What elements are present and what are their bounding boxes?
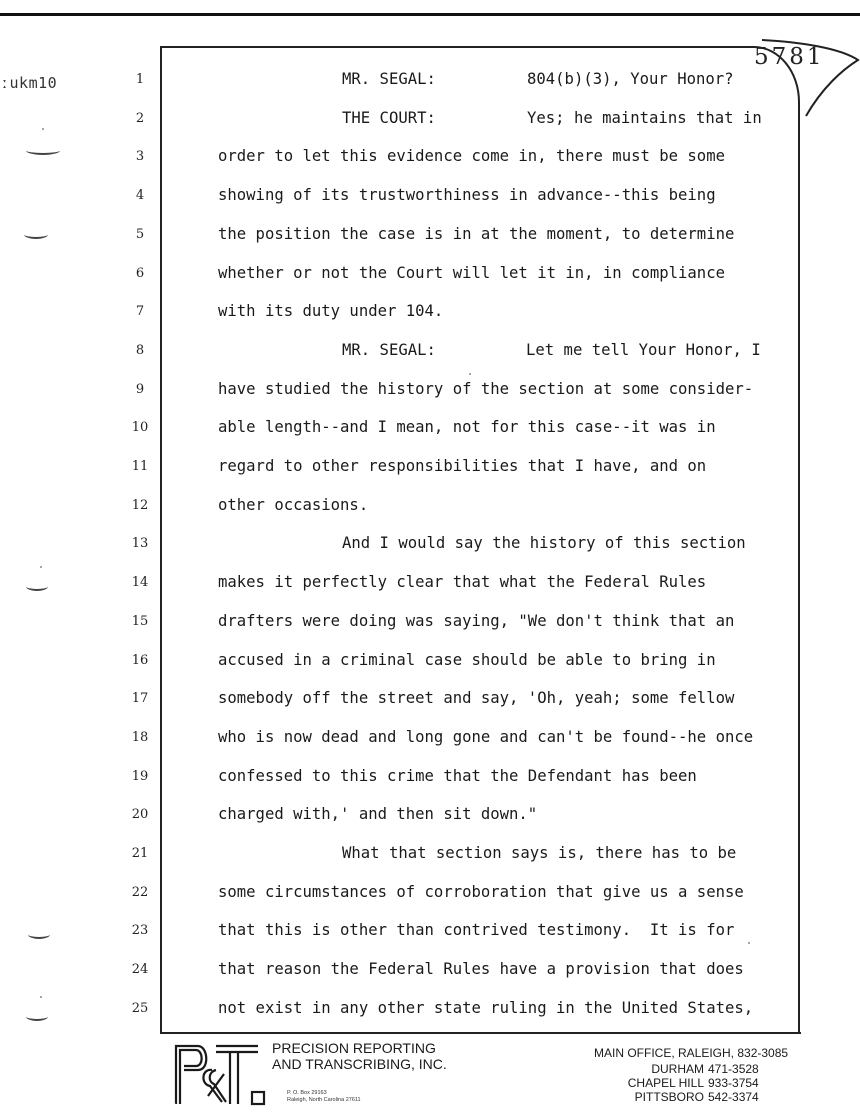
transcript-line [218, 960, 744, 978]
margin-mark [26, 146, 60, 155]
margin-dot [748, 942, 750, 944]
line-text: charged with,' and then sit down." [218, 805, 538, 823]
line-text: regard to other responsibilities that I have, and on [218, 457, 707, 475]
line-text: showing of its trustworthiness in advance--this being [218, 186, 716, 204]
margin-dot [40, 566, 42, 568]
line-number: 23 [131, 923, 149, 938]
line-number: 7 [135, 304, 145, 319]
transcript-frame-bottom [160, 1032, 801, 1034]
line-text: order to let this evidence come in, there must be some [218, 147, 725, 165]
line-number: 15 [131, 614, 149, 629]
transcript-line [342, 109, 762, 127]
office-city: CHAPEL HILL [627, 1076, 704, 1090]
transcript-line [218, 186, 716, 204]
speaker-label: MR. SEGAL: [342, 341, 436, 359]
transcript-line [342, 70, 734, 88]
line-number: 2 [135, 111, 145, 126]
line-text: Let me tell Your Honor, I [526, 341, 761, 359]
margin-mark [24, 230, 48, 239]
address-line2: Raleigh, North Carolina 27611 [287, 1097, 361, 1103]
line-number: 8 [135, 343, 145, 358]
line-number: 19 [131, 769, 149, 784]
address-line1: P. O. Box 29163 [287, 1090, 327, 1096]
line-text: What that section says is, there has to be [342, 844, 737, 862]
top-rule [0, 13, 860, 16]
line-number: 21 [131, 846, 149, 861]
line-number: 5 [135, 227, 145, 242]
speaker-label: THE COURT: [342, 109, 436, 127]
company-name-line2: AND TRANSCRIBING, INC. [272, 1056, 447, 1072]
margin-dot [469, 373, 471, 375]
line-number: 22 [131, 885, 149, 900]
line-number: 24 [131, 962, 149, 977]
line-number: 13 [131, 536, 149, 551]
line-number: 16 [131, 653, 149, 668]
transcript-line [342, 341, 761, 359]
line-text: drafters were doing was saying, "We don't think that an [218, 612, 735, 630]
line-number: 25 [131, 1001, 149, 1016]
transcript-line [218, 651, 716, 669]
transcript-line [218, 689, 734, 707]
line-text: who is now dead and long gone and can't be found--he once [218, 728, 754, 746]
main-office-line: MAIN OFFICE, RALEIGH, 832-3085 [594, 1046, 789, 1060]
line-text: somebody off the street and say, 'Oh, yeah; some fellow [218, 689, 735, 707]
logo-text: P&T [174, 1104, 176, 1105]
line-number: 12 [131, 498, 149, 513]
line-text: able length--and I mean, not for this case--it was in [218, 418, 716, 436]
transcript-line [218, 418, 716, 436]
line-text: accused in a criminal case should be able to bring in [218, 651, 716, 669]
transcript-line [218, 573, 706, 591]
transcript-line [218, 921, 734, 939]
line-text: other occasions. [218, 496, 369, 514]
office-phones [594, 1046, 788, 1104]
margin-dot [40, 996, 42, 998]
speaker-label: MR. SEGAL: [342, 70, 436, 88]
line-number: 17 [131, 691, 149, 706]
line-text: have studied the history of the section at some consider- [218, 380, 754, 398]
transcript-line [218, 612, 734, 630]
margin-mark [28, 930, 50, 939]
transcript-line [218, 496, 368, 514]
margin-mark [26, 582, 48, 591]
transcript-line [218, 264, 725, 282]
company-name-line1: PRECISION REPORTING [272, 1040, 436, 1056]
office-row [594, 1076, 788, 1090]
transcript-line [218, 767, 697, 785]
transcript-line [218, 883, 744, 901]
office-phone: 471-3528 [708, 1062, 759, 1076]
transcript-line [342, 844, 736, 862]
transcript-line [218, 380, 753, 398]
office-row [594, 1062, 788, 1076]
line-number: 14 [131, 575, 149, 590]
transcript-line [342, 534, 746, 552]
document-code: ːukm10 [0, 74, 58, 92]
line-number: 10 [131, 420, 149, 435]
office-city: DURHAM [651, 1062, 704, 1076]
transcript-line [218, 999, 753, 1017]
company-logo [172, 1040, 266, 1106]
line-text: not exist in any other state ruling in the United States, [218, 999, 754, 1017]
line-number: 9 [135, 382, 145, 397]
line-text: And I would say the history of this section [342, 534, 746, 552]
company-name [272, 1040, 447, 1072]
transcript-line [218, 147, 725, 165]
line-text: with its duty under 104. [218, 302, 444, 320]
line-text: that reason the Federal Rules have a provision that does [218, 960, 744, 978]
transcript-line [218, 457, 706, 475]
transcript-line [218, 302, 443, 320]
line-text: Yes; he maintains that in [527, 109, 762, 127]
line-number: 1 [135, 72, 145, 87]
margin-mark [26, 1012, 48, 1021]
line-number: 18 [131, 730, 149, 745]
office-phone: 933-3754 [708, 1076, 759, 1090]
line-number: 6 [135, 266, 145, 281]
line-text: makes it perfectly clear that what the Federal Rules [218, 573, 707, 591]
line-text: 804(b)(3), Your Honor? [527, 70, 734, 88]
company-address [287, 1090, 361, 1104]
line-text: the position the case is in at the moment, to determine [218, 225, 735, 243]
line-text: some circumstances of corroboration that give us a sense [218, 883, 744, 901]
line-number: 20 [131, 807, 149, 822]
transcript-line [218, 805, 537, 823]
line-number: 3 [135, 149, 145, 164]
line-text: confessed to this crime that the Defendant has been [218, 767, 697, 785]
line-number: 11 [131, 459, 149, 474]
line-number: 4 [135, 188, 145, 203]
line-text: whether or not the Court will let it in, in compliance [218, 264, 725, 282]
office-phone: 542-3374 [708, 1090, 759, 1104]
transcript-line [218, 225, 734, 243]
office-row [594, 1090, 788, 1104]
line-text: that this is other than contrived testimony. It is for [218, 921, 735, 939]
transcript-line [218, 728, 753, 746]
page-number: 5781 [754, 44, 825, 70]
margin-dot [42, 128, 44, 130]
office-city: PITTSBORO [634, 1090, 704, 1104]
